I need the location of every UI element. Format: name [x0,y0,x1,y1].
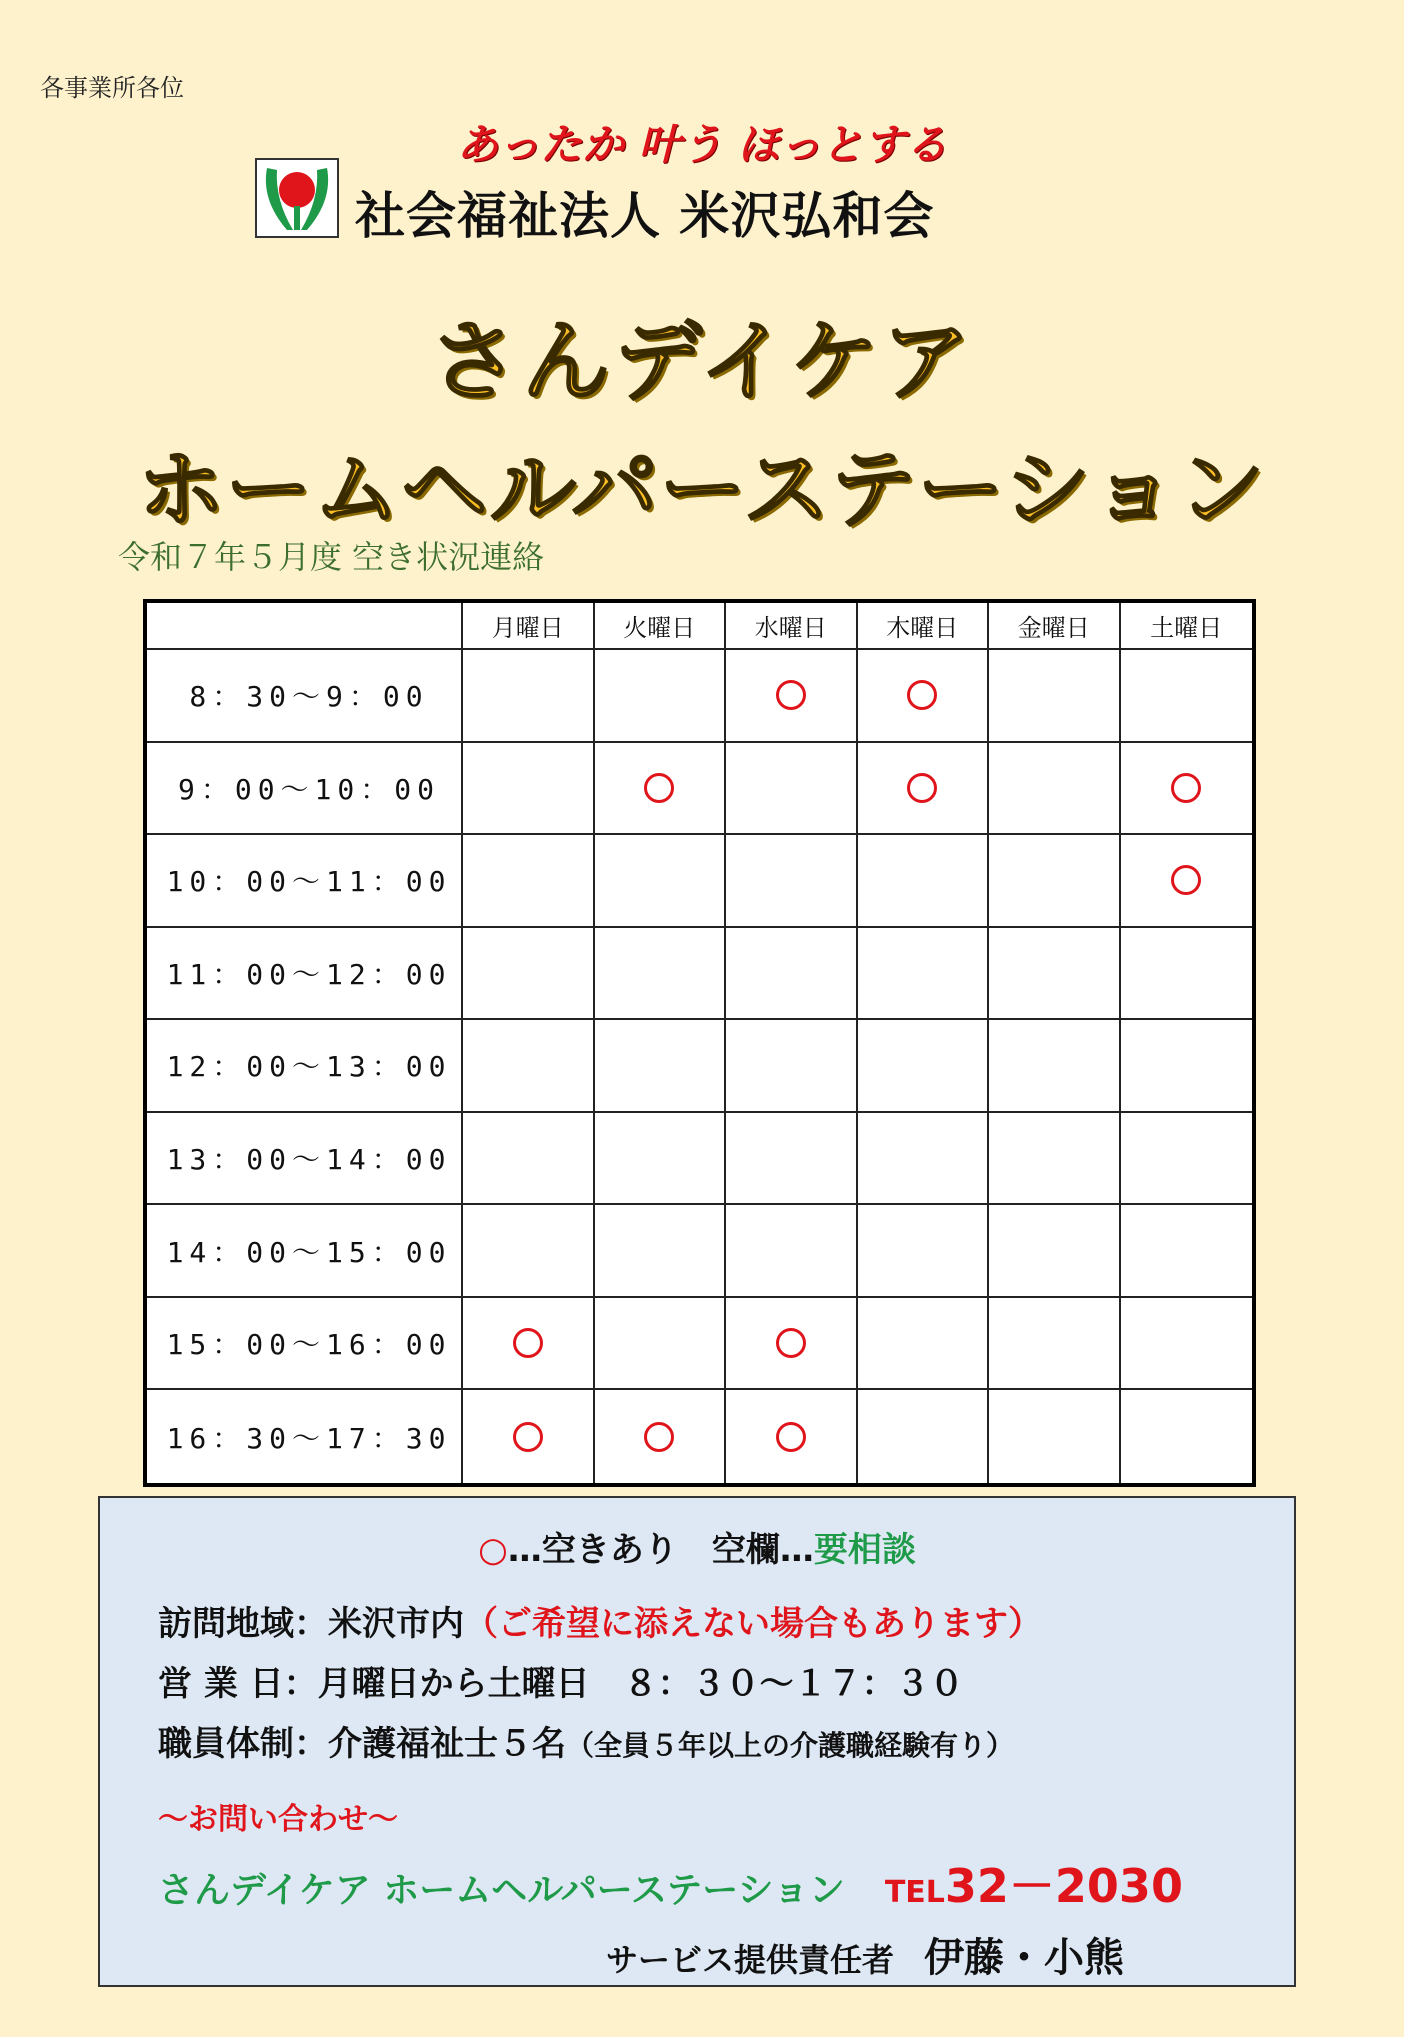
time-slot-label: 15：00～16：00 [147,1298,463,1391]
available-circle-icon [776,680,806,710]
time-slot-label: 8：30～9：00 [147,650,463,743]
time-slot-label: 16：30～17：30 [147,1390,463,1483]
day-header: 土曜日 [1121,603,1253,650]
availability-cell [463,650,595,743]
staffing-label: 職員体制：介護福祉士５名 [158,1724,566,1764]
availability-cell [726,928,858,1021]
available-circle-icon [644,773,674,803]
time-slot-label: 12：00～13：00 [147,1020,463,1113]
time-slot-label: 11：00～12：00 [147,928,463,1021]
logo-emblem-icon [257,160,337,236]
availability-cell [595,1020,727,1113]
organization-logo [255,158,339,238]
available-circle-icon [776,1422,806,1452]
availability-cell [463,1205,595,1298]
availability-subtitle: 令和７年５月度 空き状況連絡 [118,538,545,576]
availability-cell [726,835,858,928]
staffing [158,1716,1014,1765]
time-slot-label: 13：00～14：00 [147,1113,463,1206]
availability-cell [1121,650,1253,743]
catchphrase: あったか 叶う ほっとする [456,120,948,169]
available-circle-icon [513,1422,543,1452]
availability-cell [858,743,990,836]
contact-heading: ～お問い合わせ～ [158,1802,398,1837]
availability-cell [858,928,990,1021]
info-panel [98,1496,1296,1987]
availability-cell [858,1205,990,1298]
availability-cell [989,743,1121,836]
availability-cell [1121,835,1253,928]
availability-cell [1121,1390,1253,1483]
availability-table [143,599,1256,1487]
availability-cell [726,1390,858,1483]
day-header: 月曜日 [463,603,595,650]
organization-name: 社会福祉法人 米沢弘和会 [355,187,935,245]
phone-number[interactable]: 32－2030 [944,1859,1183,1913]
available-circle-icon [513,1328,543,1358]
day-header: 火曜日 [595,603,727,650]
availability-cell [726,1205,858,1298]
service-title-daycare: さんデイケア [429,310,975,413]
legend [100,1522,1294,1571]
availability-cell [989,928,1121,1021]
legend-available-text: …空きあり 空欄… [507,1530,814,1570]
service-manager [606,1926,1124,1983]
manager-label: サービス提供責任者 [606,1941,895,1979]
availability-cell [726,1020,858,1113]
addressee-text: 各事業所各位 [40,74,184,102]
availability-cell [1121,1205,1253,1298]
availability-cell [463,1113,595,1206]
availability-cell [726,650,858,743]
available-circle-icon [907,680,937,710]
time-slot-label: 14：00～15：00 [147,1205,463,1298]
availability-cell [595,1390,727,1483]
tel-label: TEL [884,1875,945,1910]
day-header: 水曜日 [726,603,858,650]
availability-cell [858,1020,990,1113]
availability-cell [595,1298,727,1391]
service-title-helper-station: ホームヘルパーステーション [137,440,1267,540]
availability-cell [463,1390,595,1483]
contact-line [158,1850,1183,1916]
day-header: 金曜日 [989,603,1121,650]
available-mark-icon: ○ [478,1530,508,1570]
availability-cell [1121,1020,1253,1113]
day-header: 木曜日 [858,603,990,650]
availability-cell [595,743,727,836]
availability-cell [989,650,1121,743]
service-area-label: 訪問地域：米沢市内 [158,1604,464,1644]
availability-cell [463,835,595,928]
availability-cell [463,1298,595,1391]
availability-cell [595,835,727,928]
availability-cell [726,743,858,836]
availability-cell [989,1113,1121,1206]
availability-cell [1121,743,1253,836]
availability-cell [463,743,595,836]
availability-cell [1121,1113,1253,1206]
time-slot-label: 10：00～11：00 [147,835,463,928]
table-corner-cell [147,603,463,650]
availability-cell [1121,928,1253,1021]
availability-cell [595,1113,727,1206]
contact-name: さんデイケア ホームヘルパーステーション [158,1870,845,1911]
availability-cell [989,1020,1121,1113]
available-circle-icon [1171,773,1201,803]
available-circle-icon [776,1328,806,1358]
availability-cell [858,650,990,743]
available-circle-icon [907,773,937,803]
availability-cell [989,1390,1121,1483]
availability-cell [1121,1298,1253,1391]
availability-cell [858,1390,990,1483]
business-days: 営 業 日：月曜日から土曜日 ８：３０～１７：３０ [158,1664,964,1704]
time-slot-label: 9：00～10：00 [147,743,463,836]
availability-cell [858,1298,990,1391]
availability-cell [989,1298,1121,1391]
availability-cell [858,835,990,928]
legend-consult-text: 要相談 [813,1530,916,1570]
service-area-note: （ご希望に添えない場合もあります） [464,1604,1042,1644]
available-circle-icon [1171,865,1201,895]
available-circle-icon [644,1422,674,1452]
availability-cell [726,1113,858,1206]
availability-cell [989,835,1121,928]
availability-cell [726,1298,858,1391]
availability-cell [595,650,727,743]
availability-cell [595,1205,727,1298]
availability-cell [595,928,727,1021]
availability-cell [858,1113,990,1206]
availability-cell [463,1020,595,1113]
service-area [158,1596,1042,1645]
staffing-note: （全員５年以上の介護職経験有り） [566,1729,1015,1762]
manager-names: 伊藤・小熊 [924,1935,1125,1981]
availability-cell [989,1205,1121,1298]
availability-cell [463,928,595,1021]
